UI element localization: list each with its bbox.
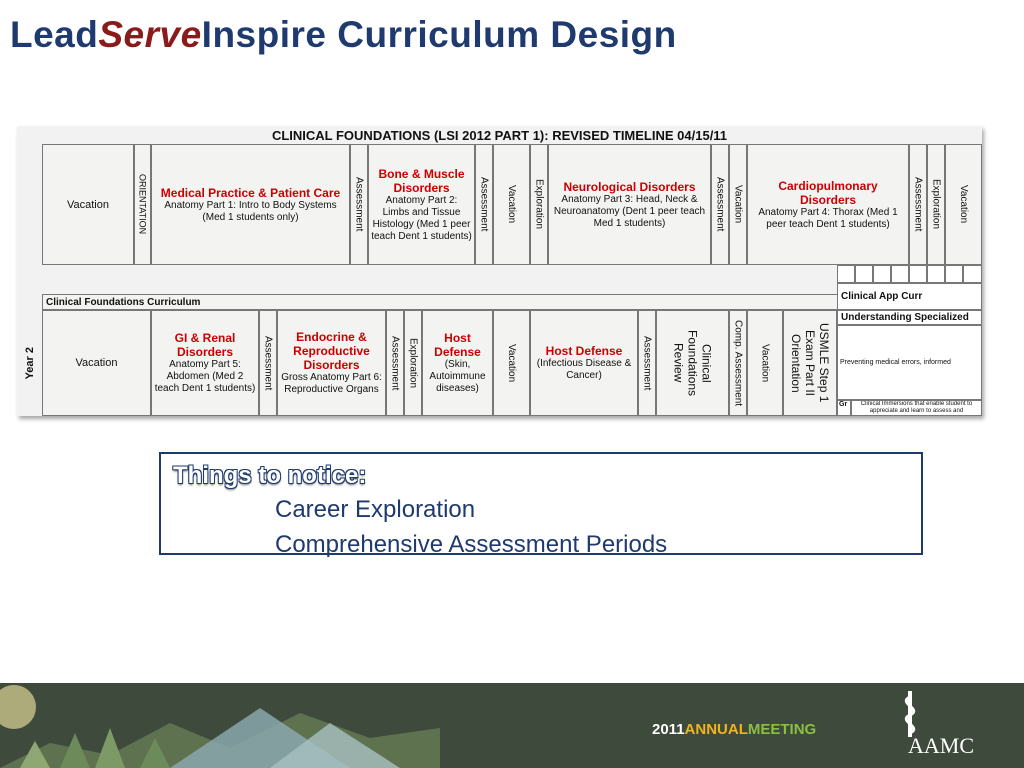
grid-cell (909, 265, 927, 283)
notice-heading: Things to notice: (173, 462, 367, 489)
r2-clinical-review (656, 310, 729, 416)
r2-usmle-text: USMLE Step 1 Exam Part II Orientation (789, 323, 831, 403)
grid-cell (873, 265, 891, 283)
r1-exploration-2-text: Exploration (930, 179, 942, 230)
gi-sub: Anatomy Part 5: Abdomen (Med 2 teach Dent 1 students) (154, 359, 256, 394)
r1-medical-practice (151, 144, 350, 265)
r1-vacation-2-text: Vacation (506, 185, 517, 224)
slide-title (10, 14, 677, 56)
r1-cardiopulmonary (747, 144, 909, 265)
er-heading: Endocrine & Reproductive Disorders (293, 330, 370, 372)
grid-cell (891, 265, 909, 283)
r1-vacation-3 (729, 144, 747, 265)
footer-banner (0, 683, 1024, 768)
r2-comp-assessment (729, 310, 747, 416)
bm-heading: Bone & Muscle Disorders (378, 166, 465, 195)
title-inspire: Inspire Curriculum Design (201, 14, 677, 55)
r1-assessment-1 (350, 144, 368, 265)
gr-cell: Gr (837, 400, 851, 416)
bm-sub: Anatomy Part 2: Limbs and Tissue Histology (Med 1 peer teach Dent 1 students) (371, 194, 472, 242)
title-serve: Serve (98, 14, 202, 55)
r1-orientation (134, 144, 151, 265)
r2-gi-renal (151, 310, 259, 416)
r2-assessment-1-text: Assessment (262, 335, 274, 391)
title-lead: Lead (10, 14, 99, 55)
grid-cell (927, 265, 945, 283)
r2-endocrine (277, 310, 386, 416)
hd1-sub: (Skin, Autoimmune diseases) (429, 359, 486, 394)
hd1-heading: Host Defense (434, 331, 481, 359)
landscape-illustration (0, 683, 440, 768)
r1-assessment-4-text: Assessment (912, 177, 924, 232)
understanding-specialized: Understanding Specialized (837, 310, 982, 325)
r1-assessment-3 (711, 144, 729, 265)
er-sub: Gross Anatomy Part 6: Reproductive Organs (281, 372, 382, 395)
r1-exploration-1-text: Exploration (533, 179, 545, 230)
r2-exploration (404, 310, 422, 416)
r2-vacation-3 (747, 310, 783, 416)
nd-heading: Neurological Disorders (563, 179, 696, 194)
r1-neurological (548, 144, 711, 265)
notice-item-career-exploration: Career Exploration (275, 496, 476, 523)
year-2-text: Year 2 (23, 346, 36, 380)
r1-vacation-2 (493, 144, 530, 265)
r1-bone-muscle (368, 144, 475, 265)
r2-assessment-3 (638, 310, 656, 416)
caduceus-icon (895, 689, 925, 739)
hd2-heading: Host Defense (545, 344, 623, 358)
r2-exploration-text: Exploration (407, 337, 419, 389)
r2-assessment-3-text: Assessment (641, 335, 653, 391)
r2-host-defense-1 (422, 310, 493, 416)
gi-heading: GI & Renal Disorders (174, 331, 236, 359)
cp-heading: Cardiopulmonary Disorders (778, 178, 878, 207)
r2-assessment-2-text: Assessment (389, 335, 401, 391)
aamc-logo: AAMC (908, 733, 975, 758)
r2-assessment-1 (259, 310, 277, 416)
r2-comp-assessment-text: Comp. Assessment (732, 319, 744, 407)
r1-vacation-4-text: Vacation (958, 185, 969, 224)
footer-meeting: MEETING (747, 721, 817, 738)
r1-assessment-3-text: Assessment (714, 177, 726, 232)
grid-cell (963, 265, 982, 283)
grid-cell (945, 265, 963, 283)
things-to-notice-box (159, 452, 923, 558)
r2-vacation (42, 310, 151, 416)
r1-orientation-text: ORIENTATION (137, 174, 148, 235)
r1-assessment-2-text: Assessment (478, 177, 490, 232)
r2-vacation-2-text: Vacation (506, 343, 517, 383)
r2-vacation-text: Vacation (75, 357, 118, 369)
r2-vacation-3-text: Vacation (759, 343, 771, 383)
preventing-errors-cell: Preventing medical errors, informed (837, 325, 982, 400)
nd-sub: Anatomy Part 3: Head, Neck & Neuroanatomy (Dent 1 peer teach Med 1 students) (553, 193, 706, 229)
r1-vacation-4 (945, 144, 982, 265)
year-2-label (17, 310, 42, 416)
r1-assessment-2 (475, 144, 493, 265)
curriculum-label: Clinical Foundations Curriculum (42, 294, 838, 310)
grid-cell (837, 265, 855, 283)
clinical-app-curr: Clinical App Curr (837, 283, 982, 310)
r2-usmle (783, 310, 837, 416)
sheet-title: CLINICAL FOUNDATIONS (LSI 2012 PART 1): REVISED TIMELINE 04/15/11 (271, 128, 728, 143)
r1-exploration-2 (927, 144, 945, 265)
footer-year: 2011 (652, 721, 685, 738)
r1-assessment-1-text: Assessment (353, 177, 365, 232)
r2-host-defense-2 (530, 310, 638, 416)
notice-item-assessment-periods: Comprehensive Assessment Periods (275, 531, 668, 558)
cp-sub: Anatomy Part 4: Thorax (Med 1 peer teach Dent 1 students) (758, 206, 898, 230)
r2-clinical-review-text: Clinical Foundations Review (671, 329, 714, 397)
annual-meeting-label (652, 721, 816, 738)
timeline-spreadsheet-image (17, 126, 982, 416)
grid-cell (855, 265, 873, 283)
r2-assessment-2 (386, 310, 404, 416)
r2-vacation-2 (493, 310, 530, 416)
mp-heading: Medical Practice & Patient Care (160, 185, 341, 200)
r1-vacation-text: Vacation (67, 198, 109, 211)
footer-annual: ANNUAL (684, 721, 748, 738)
hd2-sub: (Infectious Disease & Cancer) (536, 358, 632, 381)
r1-assessment-4 (909, 144, 927, 265)
r1-vacation-3-text: Vacation (732, 185, 744, 224)
r1-vacation (42, 144, 134, 265)
r1-exploration-1 (530, 144, 548, 265)
immersions-cell: Clinical Immersions that enable student to appreciate and learn to assess and (851, 400, 982, 416)
mp-sub: Anatomy Part 1: Intro to Body Systems (Med 1 students only) (164, 199, 337, 223)
